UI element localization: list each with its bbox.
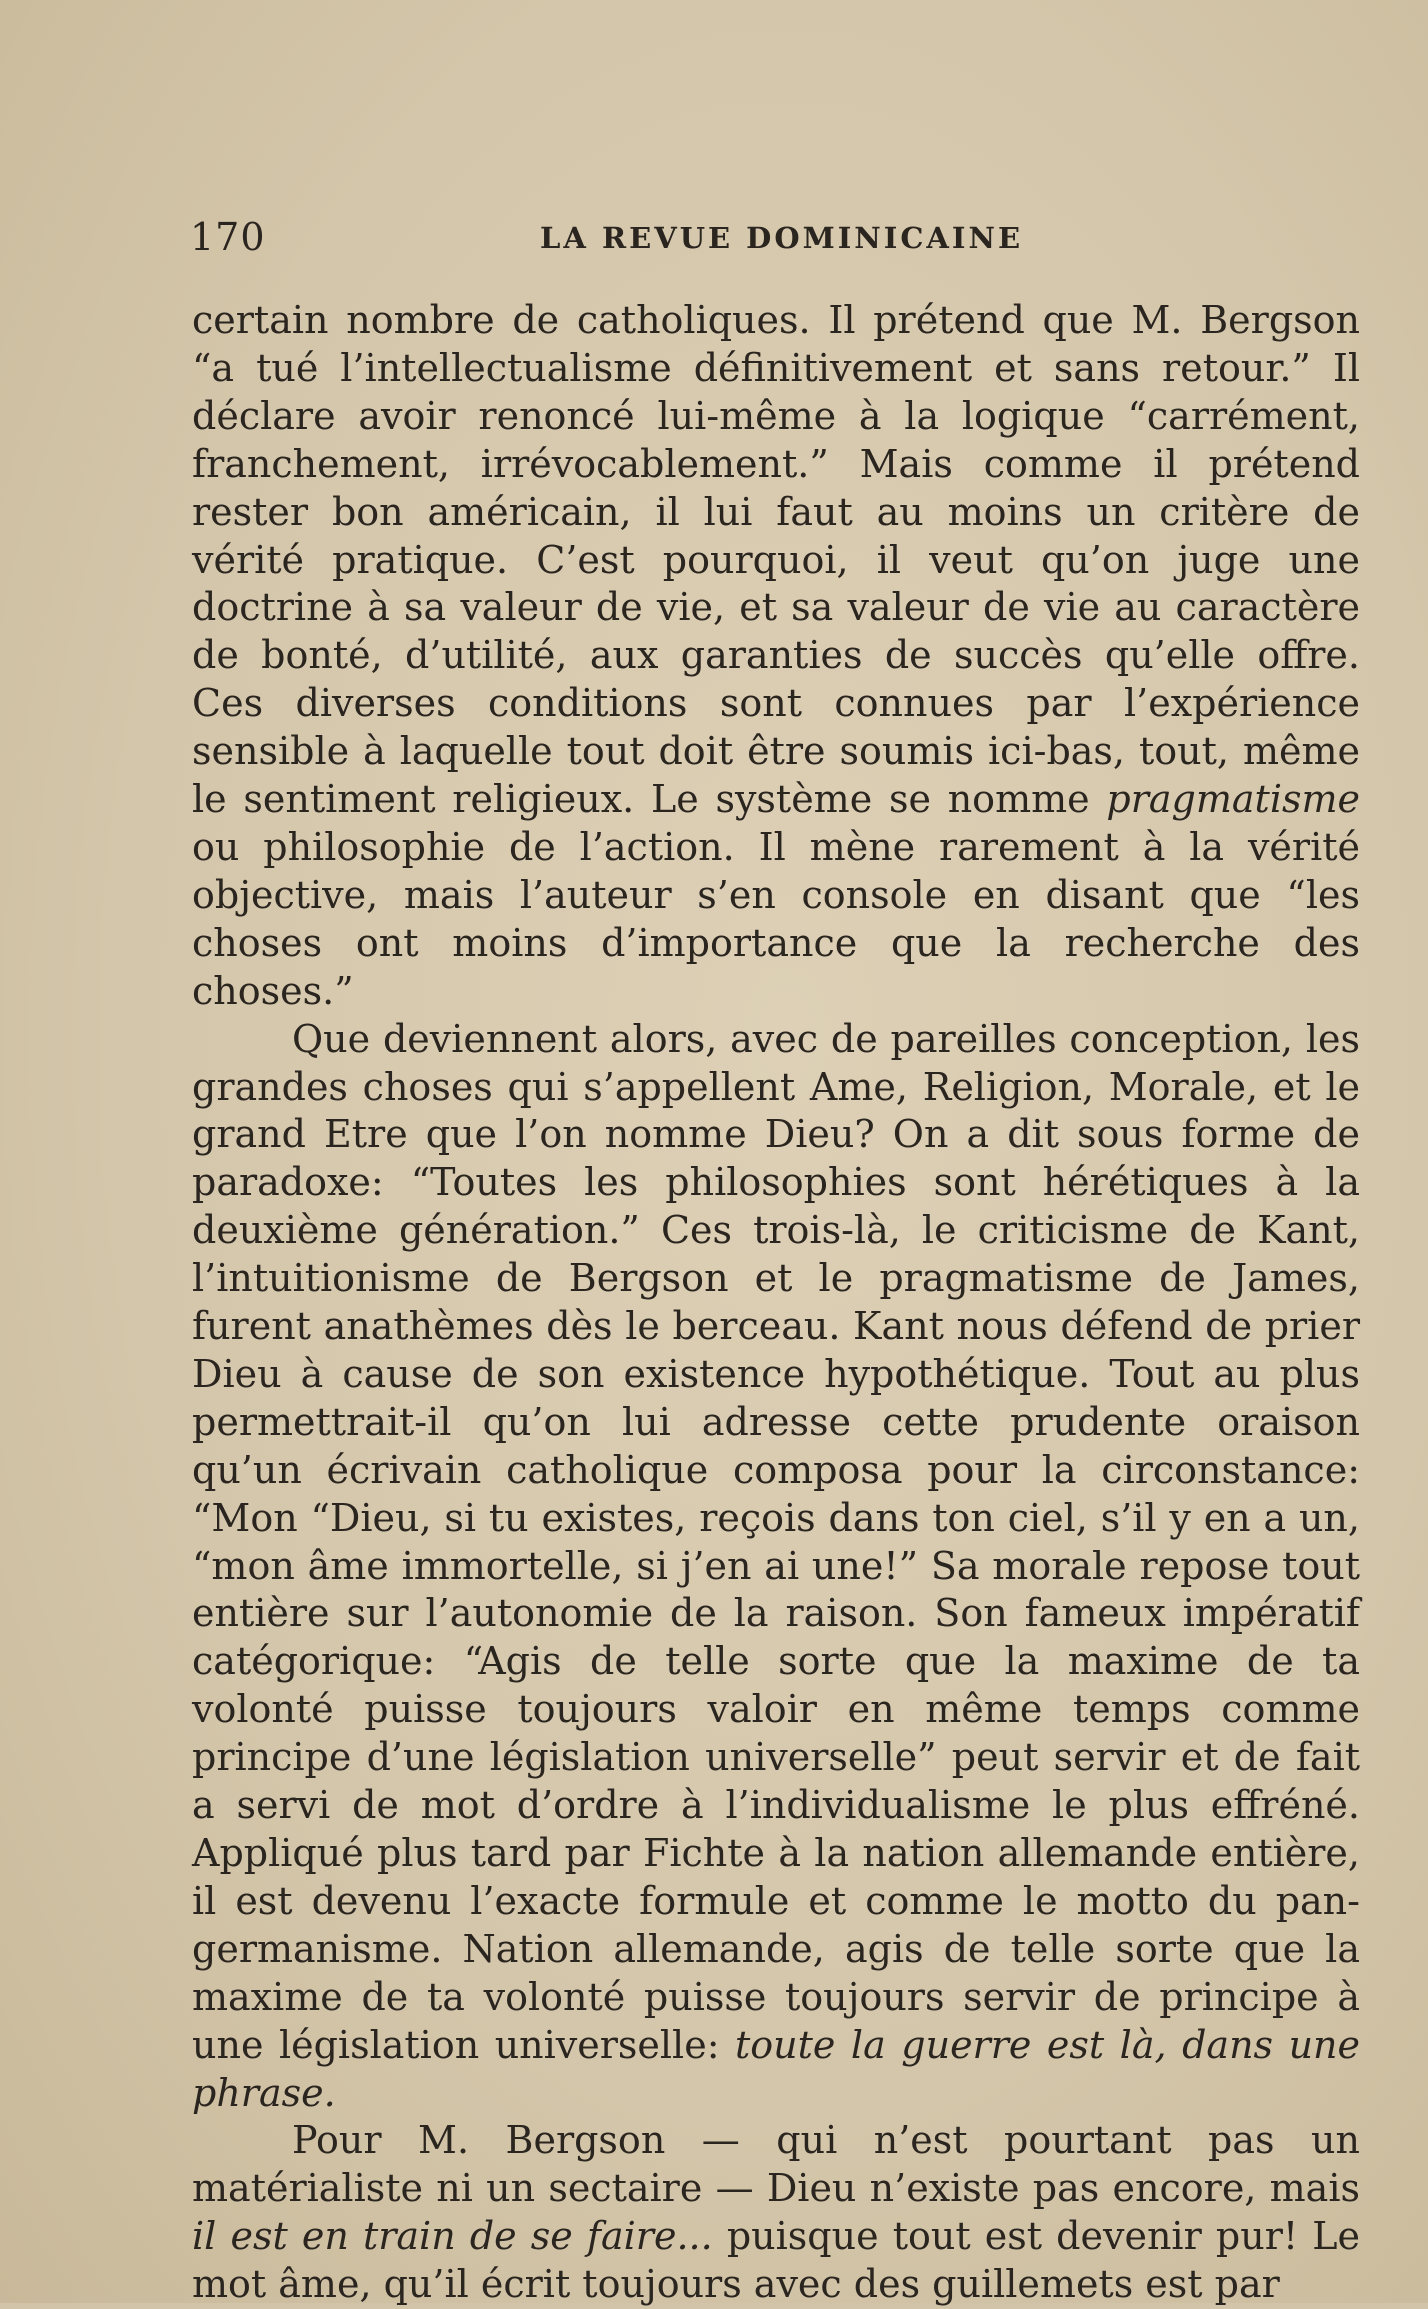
paragraph-2	[192, 1016, 1360, 2118]
page-header	[190, 215, 1350, 275]
body-text	[192, 297, 1360, 2309]
text-span-italic: pragmatisme	[1106, 777, 1360, 822]
text-span-italic: il est en train de se faire...	[192, 2214, 713, 2259]
text-span-italic: toute la guerre est là, dans une phrase.	[192, 2022, 1361, 2115]
text-span: certain nombre de catholiques. Il prétend que M. Bergson “a tué l’intellectualisme définitivement et sans retour.” Il déclare avoir renoncé lui-même à la logique “carrément, franchement, irrévocablement.” Mais comme il prétend rester bon américain, il lui faut au moins un critère de vérité pratique. C’est pourquoi, il veut qu’on juge une doctrine à sa valeur de vie, et sa valeur de vie au caractère de bonté, d’utilité, aux garanties de succès qu’elle offre. Ces diverses conditions sont connues par l’expérience sensible à laquelle tout doit être soumis ici-bas, tout, même le sentiment religieux. Le système se nomme	[192, 298, 1360, 822]
text-span: ou philosophie de l’action. Il mène rarement à la vérité objective, mais l’auteur s’en console en disant que “les choses ont moins d’importance que la recherche des choses.”	[192, 824, 1360, 1013]
paragraph-1	[192, 297, 1360, 1016]
running-head: LA REVUE DOMINICAINE	[540, 221, 1024, 255]
paragraph-3	[192, 2117, 1360, 2309]
text-span: Que deviennent alors, avec de pareilles conception, les grandes choses qui s’appellent Ame, Religion, Morale, et le grand Etre que l’on nomme Dieu? On a dit sous forme de paradoxe: “Toutes les philosophies sont hérétiques à la deuxième génération.” Ces trois-là, le criticisme de Kant, l’intuitionisme de Bergson et le pragmatisme de James, furent anathèmes dès le berceau. Kant nous défend de prier Dieu à cause de son existence hypothétique. Tout au plus permettrait-il qu’on lui adresse cette prudente oraison qu’un écrivain catholique composa pour la circonstance: “Mon “Dieu, si tu existes, reçois dans ton ciel, s’il y en a un, “mon âme immortelle, si j’en ai une!” Sa morale repose tout entière sur l’autonomie de la raison. Son fameux impératif catégorique: “Agis de telle sorte que la maxime de ta volonté puisse toujours valoir en même temps comme principe d’une législation universelle” peut servir et de fait a servi de mot d’ordre à l’individualisme le plus effréné. Appliqué plus tard par Fichte à la nation allemande entière, il est devenu l’exacte formule et comme le motto du pan-germanisme. Nation allemande, agis de telle sorte que la maxime de ta volonté puisse toujours servir de principe à une législation universelle:	[192, 1016, 1360, 2067]
text-span: Pour M. Bergson — qui n’est pourtant pas un matérialiste ni un sectaire — Dieu n’existe pas encore, mais	[192, 2118, 1360, 2211]
page-number: 170	[190, 215, 266, 259]
text-span: puisque tout est devenir pur! Le mot âme, qu’il écrit toujours avec des guillemets est par	[192, 2214, 1360, 2307]
